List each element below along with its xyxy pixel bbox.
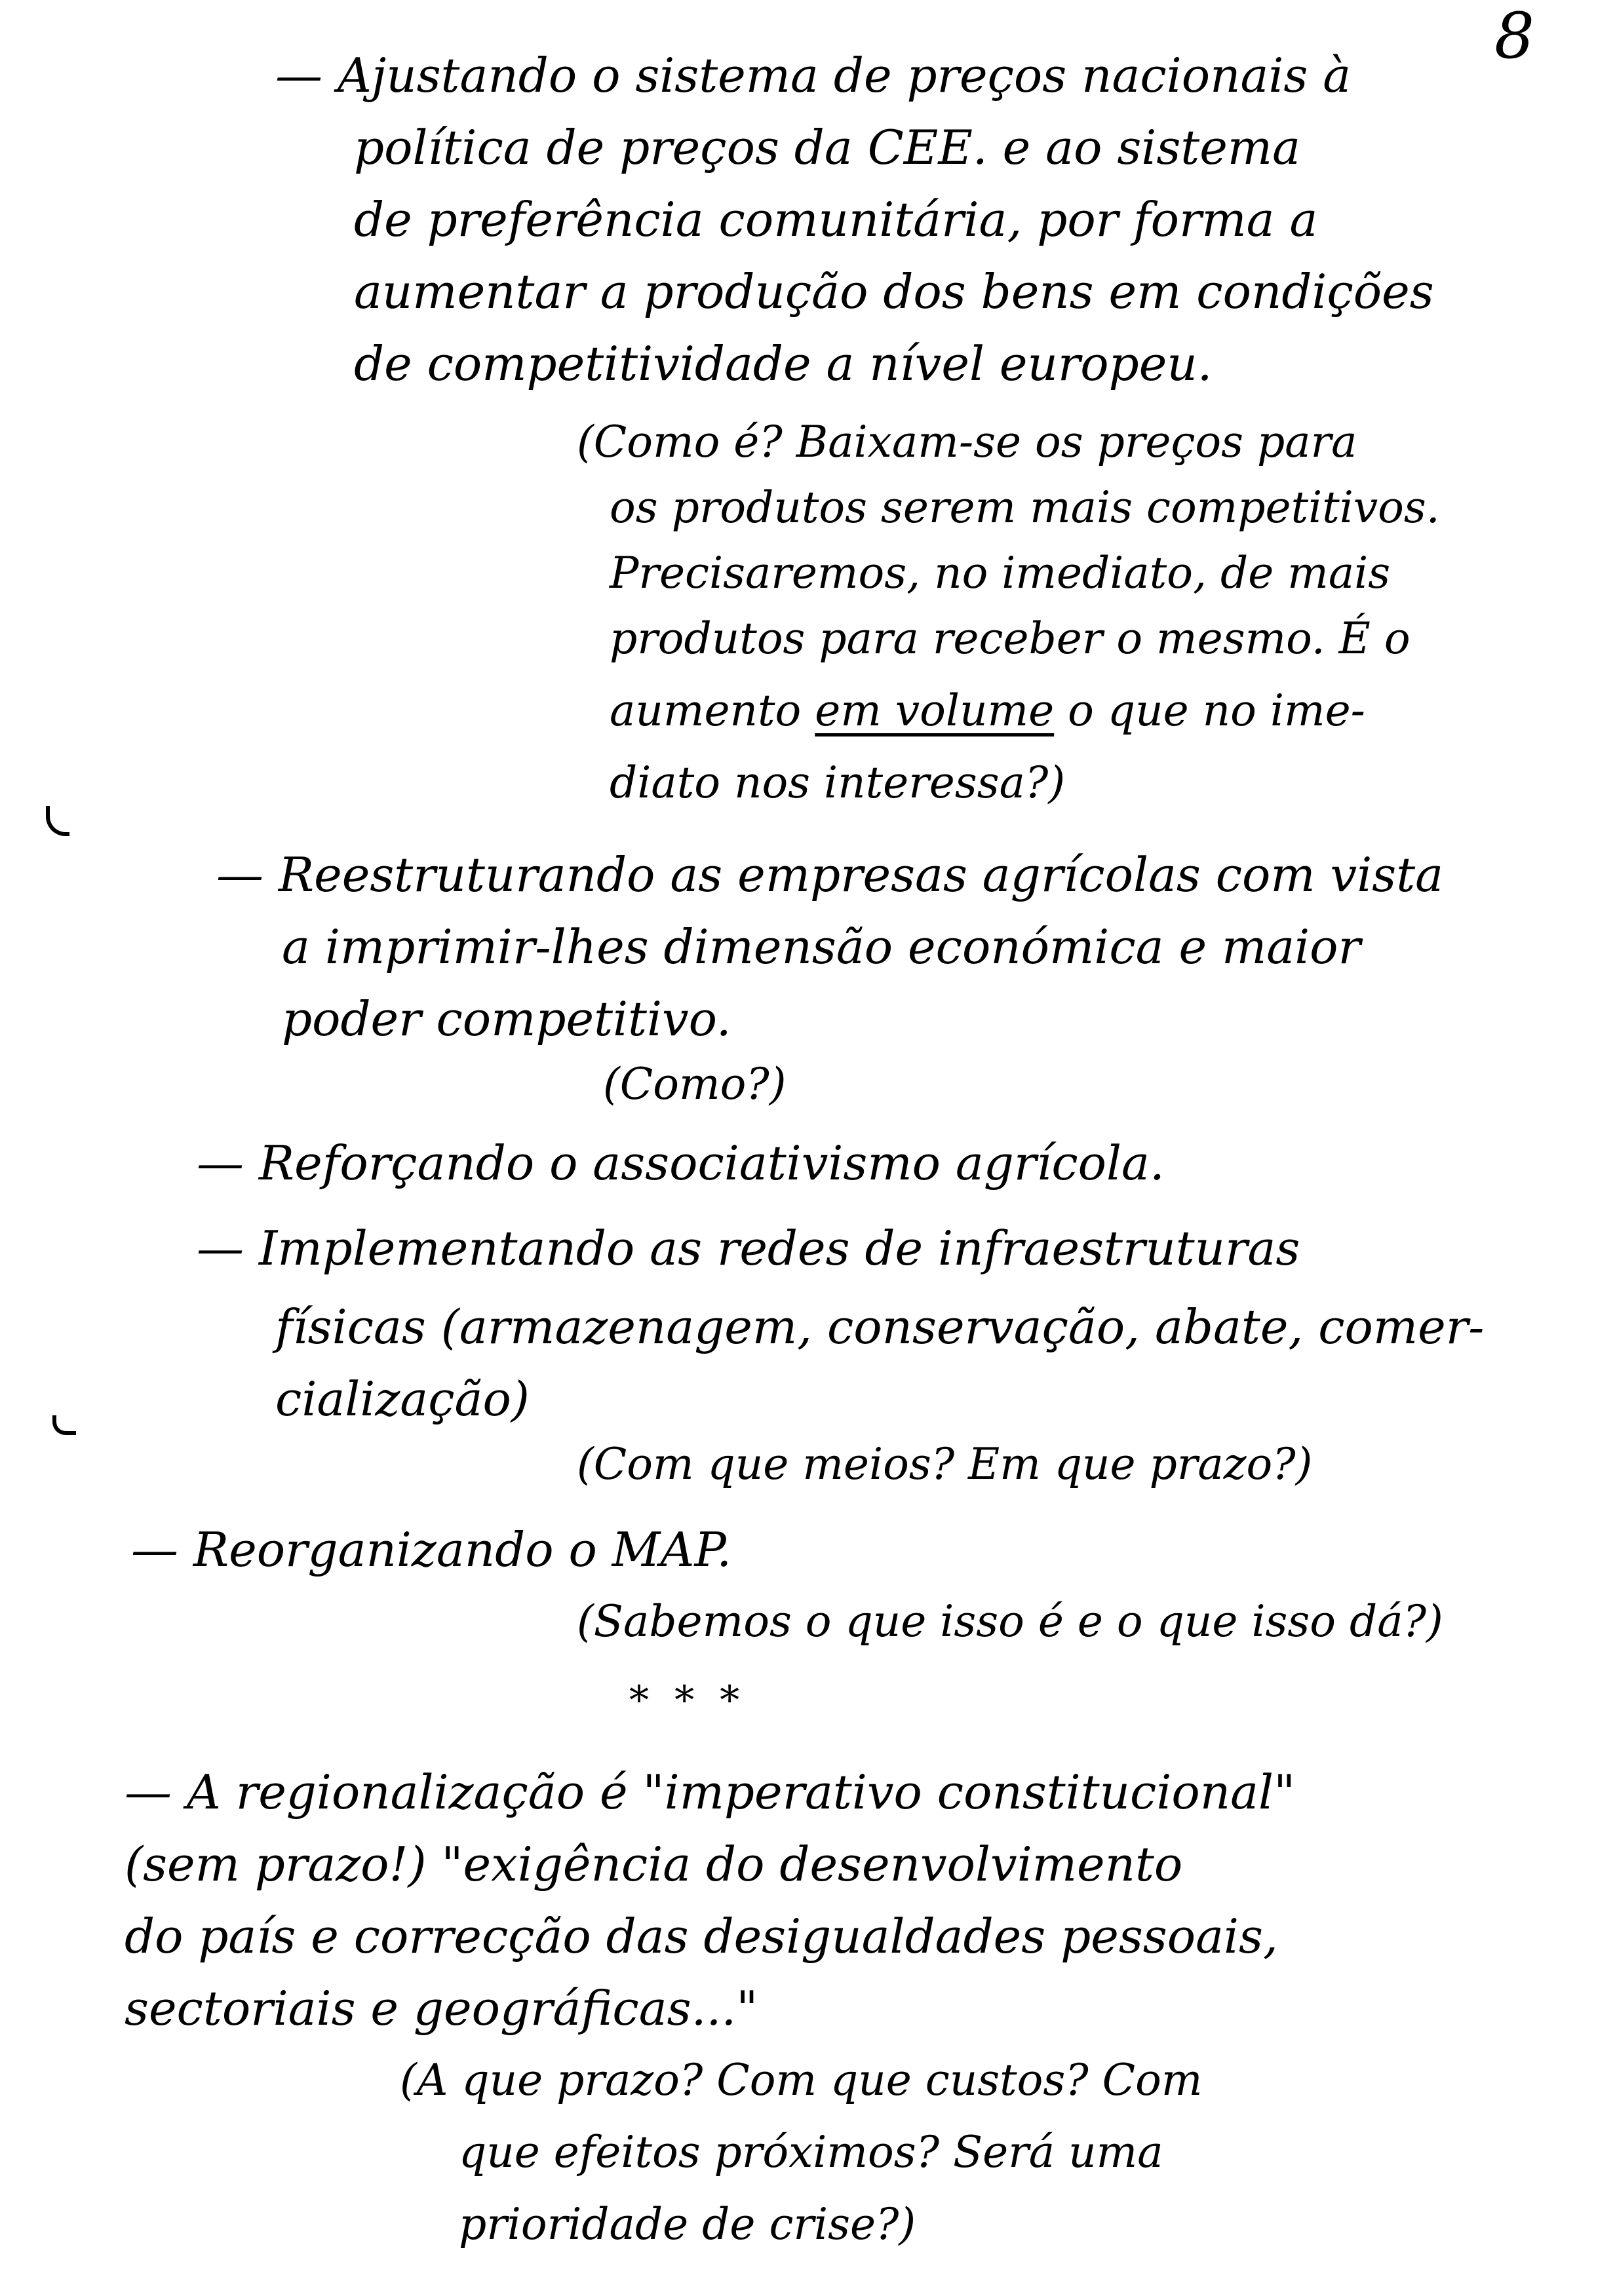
text-line: (sem prazo!) "exigência do desenvolvimento	[125, 1837, 1183, 1892]
text-line: — Reestruturando as empresas agrícolas com vista	[216, 847, 1444, 902]
annotation-line: (Como?)	[603, 1059, 787, 1109]
annotation-line: produtos para receber o mesmo. É o	[610, 613, 1411, 664]
underlined-text: em volume	[815, 685, 1055, 736]
text-line: — Reorganizando o MAP.	[131, 1522, 732, 1577]
text-line: físicas (armazenagem, conservação, abate, comer-	[275, 1299, 1485, 1354]
annotation-line: (Sabemos o que isso é e o que isso dá?)	[577, 1596, 1443, 1647]
annotation-line: (Com que meios? Em que prazo?)	[577, 1439, 1313, 1489]
margin-mark	[52, 1415, 76, 1435]
text-line: de preferência comunitária, por forma a	[354, 192, 1318, 247]
text-line: sectoriais e geográficas..."	[125, 1981, 758, 2036]
text-line: — Implementando as redes de infraestruturas	[197, 1221, 1300, 1276]
annotation-line: (Como é? Baixam-se os preços para	[577, 417, 1357, 467]
text-line: — Reforçando o associativismo agrícola.	[197, 1136, 1165, 1191]
annotation-line: diato nos interessa?)	[610, 757, 1066, 808]
text-line: — Ajustando o sistema de preços nacionais à	[275, 48, 1352, 103]
annotation-line: que efeitos próximos? Será uma	[459, 2127, 1163, 2177]
annotation-line: prioridade de crise?)	[459, 2199, 916, 2249]
margin-mark	[46, 806, 69, 836]
annotation-line: (A que prazo? Com que custos? Com	[400, 2055, 1203, 2105]
text-line: política de preços da CEE. e ao sistema	[354, 120, 1301, 175]
annotation-text: aumento	[610, 685, 802, 736]
annotation-line: Precisaremos, no imediato, de mais	[610, 548, 1391, 598]
text-line: — A regionalização é "imperativo constitucional"	[125, 1765, 1296, 1820]
annotation-line-group	[610, 681, 1365, 740]
text-line: aumentar a produção dos bens em condições	[354, 264, 1434, 319]
page-number: 8	[1494, 0, 1535, 73]
annotation-line: os produtos serem mais competitivos.	[610, 482, 1440, 533]
text-line: poder competitivo.	[282, 991, 731, 1046]
text-line: do país e correcção das desigualdades pessoais,	[125, 1909, 1278, 1964]
annotation-text: o que no ime-	[1068, 685, 1365, 736]
section-separator: * * *	[629, 1677, 747, 1723]
text-line: cialização)	[275, 1371, 530, 1426]
text-line: de competitividade a nível europeu.	[354, 336, 1213, 391]
text-line: a imprimir-lhes dimensão económica e maior	[282, 919, 1361, 974]
